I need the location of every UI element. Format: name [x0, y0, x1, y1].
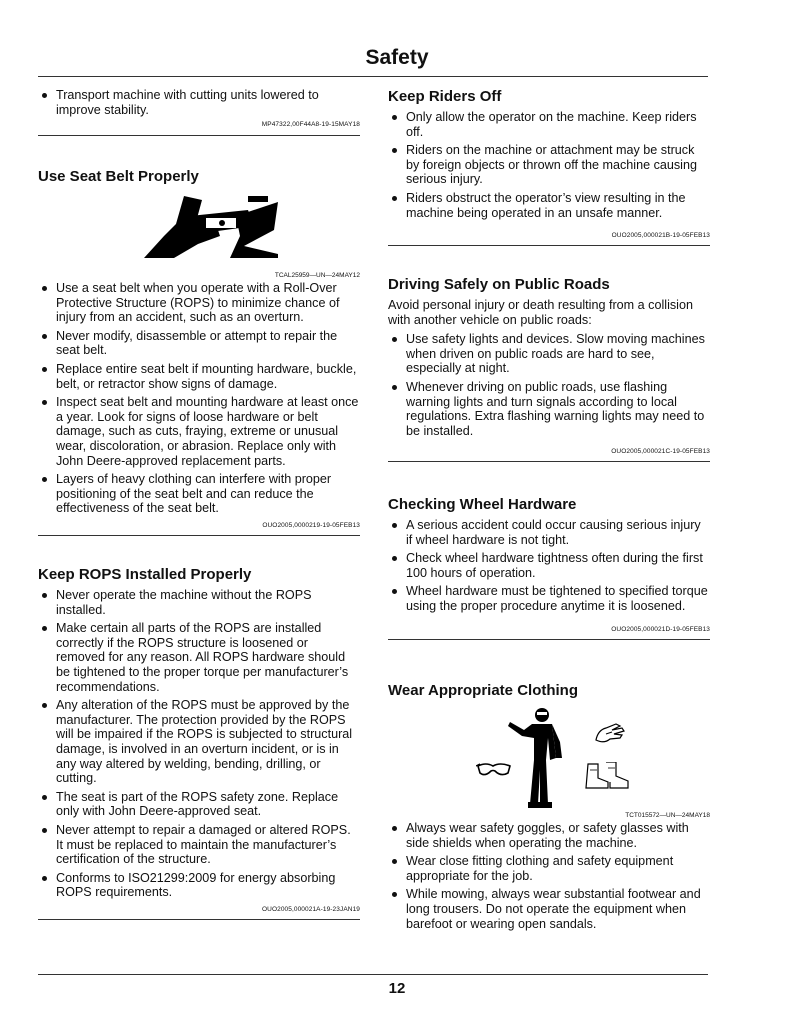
- list-item: Inspect seat belt and mounting hardware at least once a year. Look for signs of loose hardware or belt damage, such as cuts, fraying, extreme or unusual wear, discoloration, or abrasion. Replace only with John Deere-approved replacement parts.: [38, 395, 360, 468]
- reference-code: OUO2005,0000219-19-05FEB13: [262, 521, 360, 529]
- list-item: Transport machine with cutting units lowered to improve stability.: [38, 88, 360, 117]
- clothing-list: [388, 821, 710, 931]
- riders-section: [388, 88, 710, 246]
- section-heading: Use Seat Belt Properly: [38, 168, 199, 185]
- section-divider: [388, 461, 710, 462]
- section-divider: [38, 135, 360, 136]
- rops-section: [38, 566, 360, 920]
- list-item: Layers of heavy clothing can interfere with proper positioning of the seat belt and can reduce the effectiveness of the seat belt.: [38, 472, 360, 516]
- list-item: Wear close fitting clothing and safety equipment appropriate for the job.: [388, 854, 710, 883]
- wheel-list: [388, 518, 710, 614]
- list-item: Wheel hardware must be tightened to specified torque using the proper procedure anytime it is loosened.: [388, 584, 710, 613]
- section-heading: Keep Riders Off: [388, 88, 502, 105]
- seatbelt-list: [38, 281, 360, 516]
- clothing-figure: [388, 708, 710, 810]
- list-item: Never operate the machine without the ROPS installed.: [38, 588, 360, 617]
- reference-code: OUO2005,000021A-19-23JAN19: [262, 905, 360, 913]
- figure-caption: TCT015572—UN—24MAY18: [625, 812, 710, 819]
- list-item: A serious accident could occur causing serious injury if wheel hardware is not tight.: [388, 518, 710, 547]
- list-item: Whenever driving on public roads, use flashing warning lights and turn signals according to local regulations. Extra flashing warning lights may need to be installed.: [388, 380, 710, 438]
- clothing-section: [388, 682, 710, 935]
- page-title: Safety: [365, 46, 429, 69]
- list-item: Riders obstruct the operator’s view resulting in the machine being operated in an unsafe manner.: [388, 191, 710, 220]
- list-item: Conforms to ISO21299:2009 for energy absorbing ROPS requirements.: [38, 871, 360, 900]
- transport-section: [38, 88, 360, 136]
- roads-list: [388, 332, 710, 438]
- list-item: The seat is part of the ROPS safety zone. Replace only with John Deere-approved seat.: [38, 790, 360, 819]
- list-item: Riders on the machine or attachment may be struck by foreign objects or thrown off the machine causing serious injury.: [388, 143, 710, 187]
- section-heading: Checking Wheel Hardware: [388, 496, 577, 513]
- seatbelt-section: [38, 168, 360, 536]
- list-item: Always wear safety goggles, or safety glasses with side shields when operating the machine.: [388, 821, 710, 850]
- seatbelt-figure: [38, 196, 360, 270]
- list-item: Use a seat belt when you operate with a Roll-Over Protective Structure (ROPS) to minimize chance of injury from an accident, such as an overturn.: [38, 281, 360, 325]
- list-item: Replace entire seat belt if mounting hardware, buckle, belt, or retractor show signs of damage.: [38, 362, 360, 391]
- footer-rule: [38, 974, 708, 975]
- list-item: Never modify, disassemble or attempt to repair the seat belt.: [38, 329, 360, 358]
- wheel-section: [388, 496, 710, 640]
- section-heading: Driving Safely on Public Roads: [388, 276, 610, 293]
- list-item: Make certain all parts of the ROPS are installed correctly if the ROPS structure is loosened or removed for any reason. All ROPS hardware should be tightened to the proper torque per manufacturer’s recommendations.: [38, 621, 360, 694]
- reference-code: OUO2005,000021D-19-05FEB13: [611, 625, 710, 633]
- header-rule: [38, 76, 708, 77]
- safety-boots-icon: [584, 762, 630, 792]
- list-item: Only allow the operator on the machine. Keep riders off.: [388, 110, 710, 139]
- riders-list: [388, 110, 710, 220]
- page-number: 12: [388, 980, 406, 997]
- transport-list: [38, 88, 360, 117]
- list-item: Any alteration of the ROPS must be approved by the manufacturer. The protection provided by the ROPS will be impaired if the ROPS is subjected to structural damage, is involved in an overturn incident, or is in any way altered by welding, bending, drilling, or cutting.: [38, 698, 360, 786]
- gloves-icon: [594, 720, 628, 746]
- list-item: While mowing, always wear substantial footwear and long trousers. Do not operate the equipment when barefoot or wearing open sandals.: [388, 887, 710, 931]
- rops-list: [38, 588, 360, 900]
- reference-code: MP47322,00F44A8-19-15MAY18: [261, 121, 360, 129]
- section-intro: Avoid personal injury or death resulting from a collision with another vehicle on public roads:: [388, 298, 693, 327]
- section-divider: [38, 535, 360, 536]
- list-item: Use safety lights and devices. Slow moving machines when driven on public roads are hard to see, especially at night.: [388, 332, 710, 376]
- section-divider: [388, 639, 710, 640]
- roads-section: [388, 276, 710, 462]
- reference-code: OUO2005,000021C-19-05FEB13: [611, 448, 710, 456]
- section-divider: [38, 919, 360, 920]
- list-item: Check wheel hardware tightness often during the first 100 hours of operation.: [388, 551, 710, 580]
- figure-caption: TCAL25959—UN—24MAY12: [274, 272, 360, 279]
- section-divider: [388, 245, 710, 246]
- reference-code: OUO2005,000021B-19-05FEB13: [611, 232, 710, 240]
- section-heading: Wear Appropriate Clothing: [388, 682, 579, 699]
- seatbelt-buckle-icon: [144, 196, 278, 258]
- list-item: Never attempt to repair a damaged or altered ROPS. It must be replaced to maintain the manufacturer’s certification of the structure.: [38, 823, 360, 867]
- worker-figure-icon: [504, 708, 570, 808]
- section-heading: Keep ROPS Installed Properly: [38, 566, 252, 583]
